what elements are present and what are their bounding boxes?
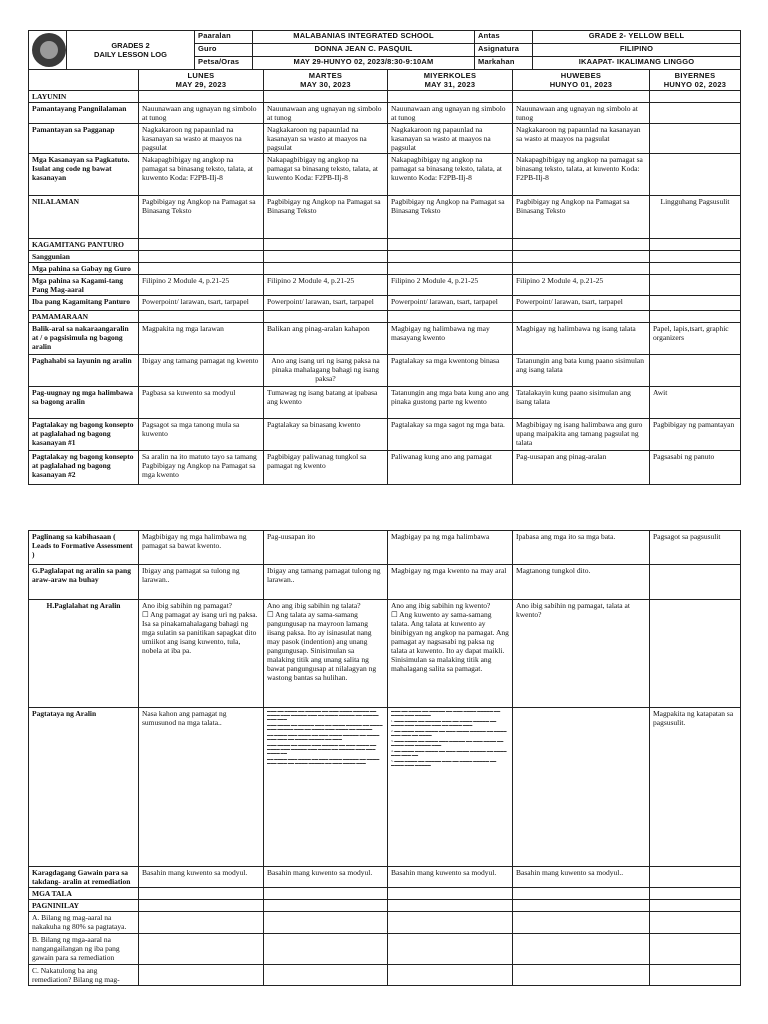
table-cell xyxy=(650,124,741,154)
day-header: HUWEBES HUNYO 01, 2023 xyxy=(513,70,650,91)
empty-cell xyxy=(513,965,650,986)
table-cell xyxy=(650,296,741,311)
table-cell: Pagtalakay ng bagong konsepto at paglalahad ng bagong kasanayan #1 xyxy=(29,419,139,451)
school-name: MALABANIAS INTEGRATED SCHOOL xyxy=(253,31,475,44)
empty-cell xyxy=(650,912,741,934)
table-cell: Pagbibigay ng Angkop na Pamagat sa Binasang Teksto xyxy=(388,196,513,239)
date-time: MAY 29-HUNYO 02, 2023/8:30-9:10AM xyxy=(253,57,475,70)
table-cell xyxy=(650,355,741,387)
row-kagamitang-mag-aaral xyxy=(29,275,741,296)
lesson-table-part-2 xyxy=(28,530,741,986)
table-cell: Pagbibigay ng Angkop na Pamagat sa Binasang Teksto xyxy=(139,196,264,239)
day-header: MARTES MAY 30, 2023 xyxy=(264,70,388,91)
table-cell: Lingguhang Pagsusulit xyxy=(650,196,741,239)
row-karagdagang xyxy=(29,867,741,888)
empty-cell xyxy=(139,263,264,275)
table-cell: Tatanungin ang mga bata kung ano ang pinaka gustong parte ng kwento xyxy=(388,387,513,419)
section-kagamitan: KAGAMITANG PANTURO xyxy=(29,239,139,251)
table-cell: Balik-aral sa nakaraangaralin at / o pagsisimula ng bagong aralin xyxy=(29,323,139,355)
table-cell: Paglinang sa kabihasaan ( Leads to Formative Assessment ) xyxy=(29,531,139,565)
table-cell: Pamantayang Pangnilalaman xyxy=(29,103,139,124)
table-cell xyxy=(650,275,741,296)
deped-seal-logo xyxy=(29,31,67,70)
table-cell xyxy=(650,154,741,196)
row-paglinang xyxy=(29,531,741,565)
empty-cell xyxy=(513,251,650,263)
row-paglalapat xyxy=(29,565,741,600)
empty-cell xyxy=(513,888,650,900)
table-cell: Nakapagbibigay ng angkop na pamagat sa binasang teksto, talata, at kuwento Koda: F2PB-IIj-8 xyxy=(388,154,513,196)
empty-cell xyxy=(513,934,650,965)
table-cell: Powerpoint/ larawan, tsart, tarpapel xyxy=(139,296,264,311)
table-cell xyxy=(513,708,650,867)
table-cell: Pagtalakay sa mga sagot ng mga bata. xyxy=(388,419,513,451)
table-cell xyxy=(650,565,741,600)
table-cell: Magbibigay ng isang halimbawa ang guro upang maipakita ang tamang pagsulat ng talata xyxy=(513,419,650,451)
row-balik-aral xyxy=(29,323,741,355)
table-cell xyxy=(650,867,741,888)
empty-cell xyxy=(264,965,388,986)
row-pamantayang-nilalaman xyxy=(29,103,741,124)
empty-cell xyxy=(650,91,741,103)
table-cell: Pagsagot sa pagsusulit xyxy=(650,531,741,565)
table-cell: Filipino 2 Module 4, p.21-25 xyxy=(139,275,264,296)
table-cell xyxy=(650,103,741,124)
empty-cell xyxy=(388,900,513,912)
table-cell: Mga Kasanayan sa Pagkatuto. Isulat ang code ng bawat kasanayan xyxy=(29,154,139,196)
table-cell: Filipino 2 Module 4, p.21-25 xyxy=(264,275,388,296)
empty-cell xyxy=(139,311,264,323)
table-cell: Ibigay ang tamang pamagat tulong ng larawan.. xyxy=(264,565,388,600)
empty-cell xyxy=(388,311,513,323)
empty-cell xyxy=(388,934,513,965)
table-cell: Ano ibig sabihin ng pamagat? ☐ Ang pamagat ay isang uri ng paksa. Isa sa pinakamahalagang bahagi ng mga sulatin sa panitikan sapagkat dito umiikot ang isang kuwento, tula, nobela at iba pa. xyxy=(139,600,264,708)
empty-cell xyxy=(650,251,741,263)
grade-title xyxy=(67,31,195,70)
table-cell: Basahin mang kuwento sa modyul. xyxy=(264,867,388,888)
table-cell: Magpakita ng katapatan sa pagsusulit. xyxy=(650,708,741,867)
table-cell: Pag-uusapan ito xyxy=(264,531,388,565)
table-cell: Pag-uusapan ang pinag-aralan xyxy=(513,451,650,485)
row-pagtalakay-1 xyxy=(29,419,741,451)
table-cell: Ano ang ibig sabihin ng talata? ☐ Ang talata ay sama-samang pangungusap na mayroon lamang iisang paksa. Ito ay isinasulat nang may pasok (indention) ang unang pangungusap. Sinisimulan sa malaking titik ang unang salita ng bawat pangungusap at nilalagyan ng wastong bantas sa hulihan. xyxy=(264,600,388,708)
table-cell: Balikan ang pinag-aralan kahapon xyxy=(264,323,388,355)
row-paglalahat xyxy=(29,600,741,708)
empty-cell xyxy=(264,900,388,912)
table-cell: Pagbasa sa kuwento sa modyul xyxy=(139,387,264,419)
empty-cell xyxy=(264,311,388,323)
header-key: Markahan xyxy=(475,57,533,70)
table-cell: Pagbibigay paliwanag tungkol sa pamagat ng kwento xyxy=(264,451,388,485)
section-pagninilay: PAGNINILAY xyxy=(29,900,139,912)
table-cell: Pagbibigay ng pamantayan xyxy=(650,419,741,451)
table-cell: Ano ibig sabihin ng pamagat, talata at kwento? xyxy=(513,600,650,708)
header-key: Antas xyxy=(475,31,533,44)
empty-cell xyxy=(139,888,264,900)
table-cell: Basahin mang kuwento sa modyul. xyxy=(388,867,513,888)
table-cell: Powerpoint/ larawan, tsart, tarpapel xyxy=(513,296,650,311)
empty-cell xyxy=(650,934,741,965)
empty-cell xyxy=(388,251,513,263)
empty-cell xyxy=(513,263,650,275)
table-cell: Nagkakaroon ng papaunlad na kasanayan sa wasto at maayos na pagsulat xyxy=(513,124,650,154)
empty-cell xyxy=(513,91,650,103)
empty-cell xyxy=(513,311,650,323)
table-cell: Ano ang ibig sabihin ng kwento? ☐ Ang kuwento ay sama-samang talata. Ang talata at kuwento ay binibigyan ng angkop na pamagat. Ang pamagat ay nagsasabi ng paksa ng talata at kuwento. Ito ay dapat maikli. Sinisimulan sa malaking titik ang mahalagang salita sa pamagat. xyxy=(388,600,513,708)
section-sanggunian: Sanggunian xyxy=(29,251,139,263)
empty-cell xyxy=(513,912,650,934)
seal-icon xyxy=(32,33,66,67)
header-table xyxy=(28,30,741,70)
table-cell: Iba pang Kagamitang Panturo xyxy=(29,296,139,311)
empty-cell xyxy=(388,888,513,900)
table-cell: B. Bilang ng mga-aaral na nangangailangan ng iba pang gawain para sa remediation xyxy=(29,934,139,965)
empty-cell xyxy=(264,934,388,965)
day-header: BIYERNES HUNYO 02, 2023 xyxy=(650,70,741,91)
table-cell: Nauunawaan ang ugnayan ng simbolo at tunog xyxy=(139,103,264,124)
empty-cell xyxy=(139,965,264,986)
section-pamamaraan: PAMAMARAAN xyxy=(29,311,139,323)
table-cell: Pagtalakay ng bagong konsepto at paglalahad ng bagong kasanayan #2 xyxy=(29,451,139,485)
table-cell: Ano ang isang uri ng isang paksa na pinaka mahalagang bahagi ng isang paksa? xyxy=(264,355,388,387)
table-cell: Pagtalakay sa mga kwentong binasa xyxy=(388,355,513,387)
corner-cell xyxy=(29,70,139,91)
table-cell: Filipino 2 Module 4, p.21-25 xyxy=(388,275,513,296)
row-pagninilay-b xyxy=(29,934,741,965)
table-cell: Ipabasa ang mga ito sa mga bata. xyxy=(513,531,650,565)
empty-cell xyxy=(513,239,650,251)
table-cell: Filipino 2 Module 4, p.21-25 xyxy=(513,275,650,296)
row-pamantayan-pagganap xyxy=(29,124,741,154)
pagtataya-worksheet-thumbnail-martes: ▬▬▬ ▬▬ ▬▬▬▬ ▬▬ ▬▬▬▬▬ ▬▬ ▬▬▬ ▬▬▬▬ ▬▬▬▬▬ ▬▬ ▬▬▬▬ ▬▬▬ ▬▬▬▬▬ ▬▬▬ ▬▬ ▬▬▬▬ ▬▬▬▬▬ ▬▬ ▬▬▬▬▬ ▬▬▬ ▬▬▬ ▬▬▬ ▬▬▬▬ ▬▬ ▬▬▬▬▬ ▬▬▬ ▬▬ ▬▬▬▬ ▬▬▬▬▬ ▬▬ ▬▬▬▬ ▬▬▬ ▬▬▬▬▬ ▬▬▬ ▬▬ ▬▬▬▬ ▬▬▬ ▬▬▬▬ ▬▬ ▬▬▬▬▬ ▬▬ ▬▬▬▬ ▬▬▬ ▬▬▬▬ ▬▬ ▬▬▬ ▬▬▬▬ ▬▬▬▬▬ ▬▬ ▬▬▬▬ ▬▬▬ ▬▬▬ ▬▬ ▬▬▬▬ ▬▬▬▬▬ ▬▬ ▬▬▬ ▬▬▬ ▬▬▬▬ ▬▬ ▬▬▬▬ ▬▬▬ ▬▬▬▬▬ ▬▬ ▬▬▬ ▬▬▬▬ ▬▬ ▬▬▬▬ ▬▬▬ ▬▬▬▬▬ ▬▬▬ ▬▬▬▬ ▬▬ ▬▬▬▬▬ ▬▬▬ ▬▬▬ ▬▬▬▬ ▬▬ ▬▬ ▬▬▬▬ ▬▬▬ ▬▬▬▬ ▬▬ ▬▬▬ ▬▬▬▬ ▬▬▬▬▬ ▬▬ ▬▬▬▬ ▬▬▬ ▬▬▬ ▬▬ ▬▬▬▬ ▬▬▬▬▬ ▬▬ ▬▬▬ ▬▬▬▬ ▬▬▬ xyxy=(264,708,388,867)
table-cell: Ibigay ang pamagat sa tulong ng larawan.. xyxy=(139,565,264,600)
empty-cell xyxy=(139,91,264,103)
table-cell: Tatanungin ang bata kung paano sisimulan ang isang talata xyxy=(513,355,650,387)
table-cell: Nauunawaan ang ugnayan ng simbolo at tunog xyxy=(388,103,513,124)
empty-cell xyxy=(388,263,513,275)
table-cell: A. Bilang ng mag-aaral na nakakuha ng 80% sa pagtataya. xyxy=(29,912,139,934)
table-cell: Basahin mang kuwento sa modyul. xyxy=(139,867,264,888)
table-cell: Awit xyxy=(650,387,741,419)
empty-cell xyxy=(388,239,513,251)
empty-cell xyxy=(388,91,513,103)
table-cell: Tumawag ng isang batang at ipabasa ang kwento xyxy=(264,387,388,419)
table-cell: Magtanong tungkol dito. xyxy=(513,565,650,600)
quarter-week: IKAAPAT- IKALIMANG LINGGO xyxy=(533,57,741,70)
table-cell: Tatalakayin kung paano sisimulan ang isang talata xyxy=(513,387,650,419)
table-cell xyxy=(650,600,741,708)
table-cell: Nauunawaan ang ugnayan ng simbolo at tunog xyxy=(513,103,650,124)
header-key: Paaralan xyxy=(195,31,253,44)
empty-cell xyxy=(650,239,741,251)
empty-cell xyxy=(139,239,264,251)
table-cell: Nasa kahon ang pamagat ng sumusunod na mga talata.. xyxy=(139,708,264,867)
tiny-worksheet-text: ▬▬▬ ▬▬ ▬▬▬▬ ▬▬ ▬▬▬▬▬ ▬▬ ▬▬▬ ▬▬▬▬ ▬▬▬▬▬ ▬▬ ▬▬▬▬ ▬▬▬ ▬▬▬▬▬ ▬▬▬ ▬▬ ▬▬▬▬ ▬▬▬▬▬ ▬▬ ▬▬▬▬▬ ▬▬▬ ▬▬▬ xyxy=(267,709,379,721)
table-cell: Paliwanag kung ano ang pamagat xyxy=(388,451,513,485)
table-cell: Papel, lapis,tsart, graphic organizers xyxy=(650,323,741,355)
table-cell: H.Paglalahat ng Aralin xyxy=(29,600,139,708)
section-mga-tala: MGA TALA xyxy=(29,888,139,900)
grade-label: GRADES 2 xyxy=(111,41,150,50)
lesson-table-part-1 xyxy=(28,69,741,485)
table-cell: Nakapagbibigay ng angkop na pamagat sa binasang teksto, talata, at kuwento Koda: F2PB-IIj-8 xyxy=(264,154,388,196)
row-pagtataya xyxy=(29,708,741,867)
table-cell: Pagtataya ng Aralin xyxy=(29,708,139,867)
row-paghahabi xyxy=(29,355,741,387)
table-cell: Powerpoint/ larawan, tsart, tarpapel xyxy=(264,296,388,311)
empty-cell xyxy=(264,251,388,263)
table-cell: Nakapagbibigay ng angkop na pamagat sa binasang teksto, talata, at kuwento Koda: F2PB-IIj-8 xyxy=(139,154,264,196)
empty-cell xyxy=(650,311,741,323)
row-kasanayan xyxy=(29,154,741,196)
day-header: MIYERKOLES MAY 31, 2023 xyxy=(388,70,513,91)
header-key: Asignatura xyxy=(475,44,533,57)
empty-cell xyxy=(264,912,388,934)
empty-cell xyxy=(650,965,741,986)
table-cell: Pagbibigay ng Angkop na Pamagat sa Binasang Teksto xyxy=(264,196,388,239)
pagtataya-worksheet-thumbnail-miyerkoles: ▬▬▬ ▬▬ ▬▬▬▬ ▬▬ ▬▬▬▬▬ ▬▬ ▬▬▬ ▬▬▬▬ ▬▬▬▬▬ ▬▬ ▬▬▬▬ ▬▬▬ ▬▬▬▬▬ 1. ▬▬▬ ▬▬▬▬ ▬▬ ▬▬▬▬▬ ▬▬▬ ▬▬ ▬▬▬▬ ▬▬▬▬▬ ▬▬ ▬▬▬▬ ▬▬▬ ▬▬▬▬▬ ▬▬▬ ▬▬ ▬▬▬▬ ▬▬▬ 2. ▬▬ ▬▬▬▬ ▬▬▬ ▬▬▬▬ ▬▬ ▬▬▬ ▬▬▬▬ ▬▬▬▬▬ ▬▬ ▬▬▬▬ ▬▬▬ ▬▬▬ ▬▬ ▬▬▬▬ 3. ▬▬▬ ▬▬▬▬ ▬▬ ▬▬▬▬ ▬▬▬ ▬▬▬▬▬ ▬▬ ▬▬▬ ▬▬▬▬ ▬▬ ▬▬▬▬ ▬▬▬ ▬▬▬▬▬ ▬▬▬ 4. ▬▬ ▬▬▬▬ ▬▬▬ ▬▬▬▬ ▬▬ ▬▬▬ ▬▬▬▬ ▬▬▬▬▬ ▬▬ ▬▬▬▬ ▬▬▬ ▬▬▬ ▬▬ 5. ▬▬▬ ▬▬▬▬ ▬▬ ▬▬▬▬▬ ▬▬▬ ▬▬ ▬▬▬▬ ▬▬▬▬▬ ▬▬ ▬▬▬▬ ▬▬▬ ▬▬▬▬▬ xyxy=(388,708,513,867)
table-cell: Nagkakaroon ng papaunlad na kasanayan sa wasto at maayos na pagsulat xyxy=(388,124,513,154)
empty-cell xyxy=(139,912,264,934)
row-pagtalakay-2 xyxy=(29,451,741,485)
section-gabay: Mga pahina sa Gabay ng Guro xyxy=(29,263,139,275)
table-cell: Magbibigay ng mga halimbawa ng pamagat sa bawat kwento. xyxy=(139,531,264,565)
table-cell: NILALAMAN xyxy=(29,196,139,239)
table-cell: Nauunawaan ang ugnayan ng simbolo at tunog xyxy=(264,103,388,124)
empty-cell xyxy=(264,239,388,251)
table-cell: Nakapagbibigay ng angkop na pamagat sa binasang teksto, talata, at kuwento Koda: F2PB-IIj-8 xyxy=(513,154,650,196)
header-key: Guro xyxy=(195,44,253,57)
table-cell: Paghahabi sa layunin ng aralin xyxy=(29,355,139,387)
table-cell: Mga pahina sa Kagami-tang Pang Mag-aaral xyxy=(29,275,139,296)
table-cell: Pagtalakay sa binasang kwento xyxy=(264,419,388,451)
table-cell: Magbigay pa ng mga halimbawa xyxy=(388,531,513,565)
row-pag-uugnay xyxy=(29,387,741,419)
empty-cell xyxy=(513,900,650,912)
table-cell: Magbigay ng halimbawa ng isang talata xyxy=(513,323,650,355)
table-cell: Powerpoint/ larawan, tsart, tarpapel xyxy=(388,296,513,311)
subject: FILIPINO xyxy=(533,44,741,57)
table-cell: Pagsasabi ng panuto xyxy=(650,451,741,485)
row-iba-pang-kagamitan xyxy=(29,296,741,311)
table-cell: Karagdagang Gawain para sa takdang- aralin at remediation xyxy=(29,867,139,888)
table-cell: Ibigay ang tamang pamagat ng kwento xyxy=(139,355,264,387)
table-cell: Magbigay ng halimbawa ng may masayang kwento xyxy=(388,323,513,355)
empty-cell xyxy=(139,900,264,912)
section-layunin: LAYUNIN xyxy=(29,91,139,103)
empty-cell xyxy=(650,263,741,275)
table-cell: Pagsagot sa mga tanong mula sa kuwento xyxy=(139,419,264,451)
row-pagninilay-a xyxy=(29,912,741,934)
table-cell: Pag-uugnay ng mga halimbawa sa bagong aralin xyxy=(29,387,139,419)
empty-cell xyxy=(139,251,264,263)
empty-cell xyxy=(650,888,741,900)
empty-cell xyxy=(388,912,513,934)
row-pagninilay-c xyxy=(29,965,741,986)
table-cell: Basahin mang kuwento sa modyul.. xyxy=(513,867,650,888)
table-cell: Sa aralin na ito matuto tayo sa tamang Pagbibigay ng Angkop na Pamagat sa mga kwento xyxy=(139,451,264,485)
empty-cell xyxy=(264,888,388,900)
day-header: LUNES MAY 29, 2023 xyxy=(139,70,264,91)
empty-cell xyxy=(264,263,388,275)
dll-label: DAILY LESSON LOG xyxy=(94,50,167,59)
table-cell: Nagkakaroon ng papaunlad na kasanayan sa wasto at maayos na pagsulat xyxy=(139,124,264,154)
table-cell: C. Nakatulong ba ang remediation? Bilang ng mag- xyxy=(29,965,139,986)
header-key: Petsa/Oras xyxy=(195,57,253,70)
empty-cell xyxy=(650,900,741,912)
table-cell: Pagbibigay ng Angkop na Pamagat sa Binasang Teksto xyxy=(513,196,650,239)
empty-cell xyxy=(139,934,264,965)
table-cell: Magpakita ng mga larawan xyxy=(139,323,264,355)
empty-cell xyxy=(388,965,513,986)
table-cell: Magbigay ng mga kwento na may aral xyxy=(388,565,513,600)
row-nilalaman xyxy=(29,196,741,239)
table-cell: G.Paglalapat ng aralin sa pang araw-araw na buhay xyxy=(29,565,139,600)
table-cell: Nagkakaroon ng papaunlad na kasanayan sa wasto at maayos na pagsulat xyxy=(264,124,388,154)
teacher-name: DONNA JEAN C. PASQUIL xyxy=(253,44,475,57)
table-cell: Pamantayan sa Pagganap xyxy=(29,124,139,154)
grade-section: GRADE 2- YELLOW BELL xyxy=(533,31,741,44)
empty-cell xyxy=(264,91,388,103)
